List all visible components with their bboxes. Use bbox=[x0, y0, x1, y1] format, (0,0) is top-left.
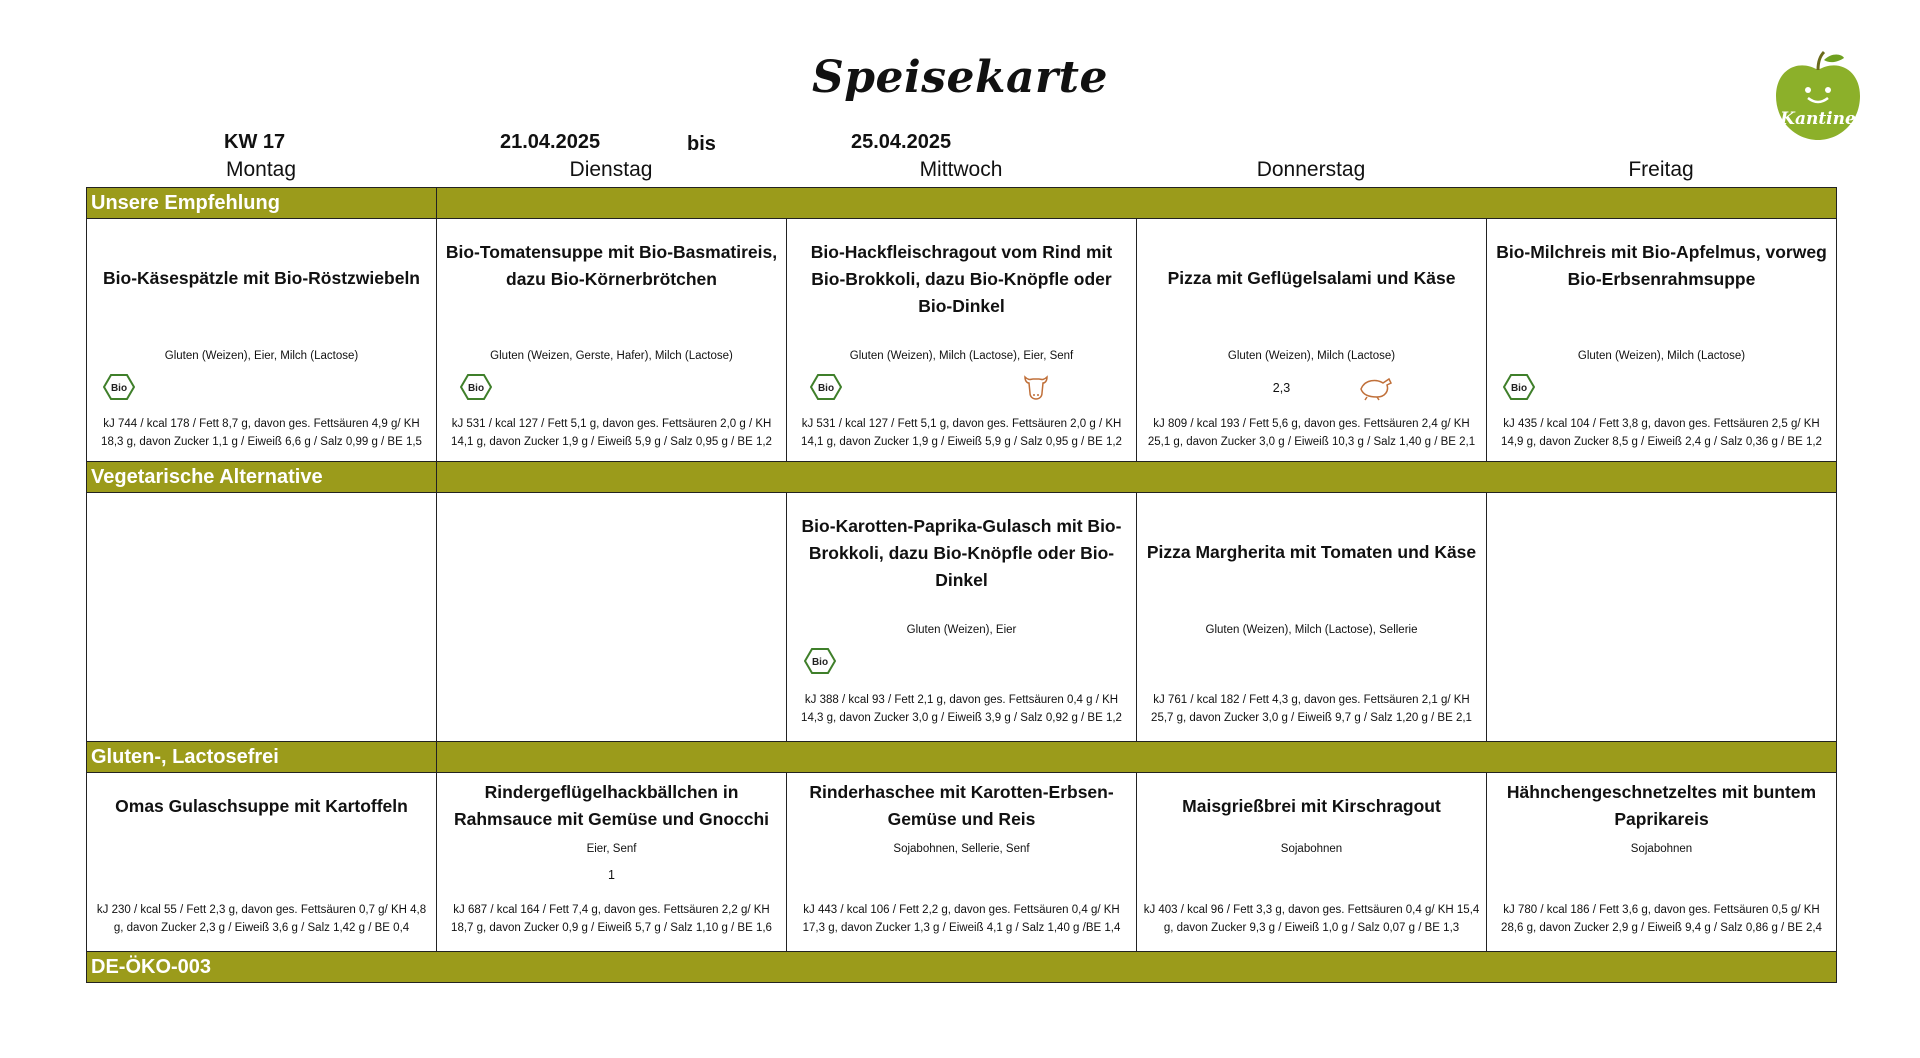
section-bar-empfehlung bbox=[87, 188, 1837, 219]
table-row bbox=[87, 493, 1837, 742]
section-label: Gluten-, Lactosefrei bbox=[87, 742, 437, 773]
dish-name: Pizza mit Geflügelsalami und Käse bbox=[1167, 268, 1456, 288]
bio-seal-icon bbox=[810, 373, 842, 401]
nutrition-info: kJ 388 / kcal 93 / Fett 2,1 g, davon ges. Fettsäuren 0,4 g / KH 14,3 g, davon Zucker 3,0 g / Eiweiß 3,9 g / Salz 0,92 g / BE 1,2 bbox=[801, 694, 1122, 724]
section-bar-vegetarisch bbox=[87, 462, 1837, 493]
beef-icon bbox=[1021, 371, 1051, 401]
allergens: Gluten (Weizen), Eier bbox=[906, 624, 1017, 636]
menu-cell-donnerstag bbox=[1137, 219, 1487, 462]
allergens: Gluten (Weizen), Milch (Lactose) bbox=[1227, 350, 1396, 362]
nutrition-info: kJ 780 / kcal 186 / Fett 3,6 g, davon ges. Fettsäuren 0,5 g/ KH 28,6 g, davon Zucker 2,9 g / Eiweiß 9,4 g / Salz 0,86 g / BE 2,4 bbox=[1501, 904, 1822, 934]
section-label: Unsere Empfehlung bbox=[87, 188, 437, 219]
menu-cell-dienstag bbox=[437, 219, 787, 462]
day-header-dienstag: Dienstag bbox=[569, 158, 653, 181]
date-from: 21.04.2025 bbox=[500, 131, 601, 153]
allergens: Sojabohnen bbox=[1630, 843, 1693, 855]
poultry-icon bbox=[1357, 373, 1397, 401]
allergens: Gluten (Weizen), Milch (Lactose), Sellerie bbox=[1205, 624, 1418, 636]
allergens: Sojabohnen, Sellerie, Senf bbox=[893, 843, 1030, 855]
menu-table bbox=[86, 187, 1837, 983]
bio-seal-text: Bio bbox=[467, 383, 485, 394]
dish-name: Rinderhaschee mit Karotten-Erbsen-Gemüse und Reis bbox=[809, 782, 1114, 829]
nutrition-info: kJ 687 / kcal 164 / Fett 7,4 g, davon ges. Fettsäuren 2,2 g/ KH 18,7 g, davon Zucker 0,9 g / Eiweiß 5,7 g / Salz 1,10 g / BE 1,6 bbox=[451, 904, 772, 934]
footer-bar bbox=[87, 952, 1837, 983]
nutrition-info: kJ 403 / kcal 96 / Fett 3,3 g, davon ges. Fettsäuren 0,4 g/ KH 15,4 g, davon Zucker 9,3 g / Eiweiß 1,0 g / Salz 0,07 g / BE 1,3 bbox=[1143, 904, 1480, 934]
menu-cell-freitag bbox=[1487, 219, 1837, 462]
table-row bbox=[87, 219, 1837, 462]
bio-seal-text: Bio bbox=[811, 657, 829, 668]
section-label: Vegetarische Alternative bbox=[87, 462, 437, 493]
menu-cell-mittwoch bbox=[787, 773, 1137, 952]
logo-text: Kantine bbox=[1780, 109, 1856, 129]
nutrition-info: kJ 761 / kcal 182 / Fett 4,3 g, davon ges. Fettsäuren 2,1 g/ KH 25,7 g, davon Zucker 3,0 g / Eiweiß 9,7 g / Salz 1,20 g / BE 2,1 bbox=[1151, 694, 1472, 724]
allergens: Gluten (Weizen), Milch (Lactose), Eier, Senf bbox=[849, 350, 1074, 362]
menu-cell-mittwoch bbox=[787, 493, 1137, 742]
allergens: Sojabohnen bbox=[1280, 843, 1343, 855]
day-header-montag: Montag bbox=[225, 158, 297, 181]
nutrition-info: kJ 443 / kcal 106 / Fett 2,2 g, davon ges. Fettsäuren 0,4 g/ KH 17,3 g, davon Zucker 1,3 g / Eiweiß 4,1 g / Salz 1,40 g /BE 1,4 bbox=[802, 904, 1121, 934]
dish-name: Bio-Tomatensuppe mit Bio-Basmatireis, dazu Bio-Körnerbrötchen bbox=[445, 242, 778, 289]
dish-name: Bio-Karotten-Paprika-Gulasch mit Bio-Brokkoli, dazu Bio-Knöpfle oder Bio-Dinkel bbox=[801, 516, 1122, 590]
organic-certification-code: DE-ÖKO-003 bbox=[87, 952, 1837, 983]
menu-cell-dienstag bbox=[437, 773, 787, 952]
nutrition-info: kJ 531 / kcal 127 / Fett 5,1 g, davon ges. Fettsäuren 2,0 g / KH 14,1 g, davon Zucker 1,9 g / Eiweiß 5,9 g / Salz 0,95 g / BE 1,2 bbox=[801, 418, 1122, 448]
dish-name: Bio-Milchreis mit Bio-Apfelmus, vorweg Bio-Erbsenrahmsuppe bbox=[1496, 242, 1827, 289]
menu-cell-montag bbox=[87, 219, 437, 462]
menu-cell-dienstag-empty bbox=[437, 493, 787, 742]
week-label bbox=[224, 131, 285, 154]
additives-number: 2,3 bbox=[1272, 381, 1291, 395]
section-bar-glutenfrei bbox=[87, 742, 1837, 773]
table-row bbox=[87, 773, 1837, 952]
kw-label: KW bbox=[224, 131, 258, 153]
allergens: Gluten (Weizen), Eier, Milch (Lactose) bbox=[164, 350, 359, 362]
bio-seal-icon bbox=[103, 373, 135, 401]
dish-name: Omas Gulaschsuppe mit Kartoffeln bbox=[115, 796, 408, 816]
nutrition-info: kJ 744 / kcal 178 / Fett 8,7 g, davon ges. Fettsäuren 4,9 g/ KH 18,3 g, davon Zucker 1,1 g / Eiweiß 6,6 g / Salz 0,99 g / BE 1,5 bbox=[101, 418, 422, 448]
kantine-logo-icon bbox=[1768, 48, 1868, 148]
nutrition-info: kJ 230 / kcal 55 / Fett 2,3 g, davon ges. Fettsäuren 0,7 g/ KH 4,8 g, davon Zucker 2,3 g / Eiweiß 3,6 g / Salz 1,42 g / BE 0,4 bbox=[96, 904, 427, 934]
allergens: Eier, Senf bbox=[586, 843, 637, 855]
menu-cell-freitag-empty bbox=[1487, 493, 1837, 742]
date-to: 25.04.2025 bbox=[851, 131, 952, 153]
nutrition-info: kJ 531 / kcal 127 / Fett 5,1 g, davon ges. Fettsäuren 2,0 g / KH 14,1 g, davon Zucker 1,9 g / Eiweiß 5,9 g / Salz 0,95 g / BE 1,2 bbox=[451, 418, 772, 448]
menu-cell-donnerstag bbox=[1137, 493, 1487, 742]
dish-name: Rindergeflügelhackbällchen in Rahmsauce mit Gemüse und Gnocchi bbox=[453, 782, 770, 829]
date-bis: bis bbox=[687, 133, 716, 155]
menu-cell-montag-empty bbox=[87, 493, 437, 742]
bio-seal-icon bbox=[460, 373, 492, 401]
dish-name: Bio-Käsespätzle mit Bio-Röstzwiebeln bbox=[103, 268, 420, 288]
nutrition-info: kJ 435 / kcal 104 / Fett 3,8 g, davon ges. Fettsäuren 2,5 g/ KH 14,9 g, davon Zucker 8,5 g / Eiweiß 2,4 g / Salz 0,36 g / BE 1,2 bbox=[1501, 418, 1822, 448]
bio-seal-icon bbox=[804, 647, 836, 675]
page-title: Speisekarte bbox=[811, 52, 1108, 103]
dish-name: Maisgrießbrei mit Kirschragout bbox=[1182, 796, 1441, 816]
kw-number: 17 bbox=[262, 131, 286, 153]
menu-cell-montag bbox=[87, 773, 437, 952]
day-header-donnerstag: Donnerstag bbox=[1256, 158, 1366, 181]
allergens: Gluten (Weizen), Milch (Lactose) bbox=[1577, 350, 1746, 362]
bio-seal-text: Bio bbox=[1510, 383, 1528, 394]
menu-cell-freitag bbox=[1487, 773, 1837, 952]
menu-cell-donnerstag bbox=[1137, 773, 1487, 952]
dish-name: Hähnchengeschnetzeltes mit buntem Paprikareis bbox=[1506, 782, 1817, 829]
bio-seal-icon bbox=[1503, 373, 1535, 401]
additives-number: 1 bbox=[608, 868, 615, 882]
allergens: Gluten (Weizen, Gerste, Hafer), Milch (Lactose) bbox=[490, 350, 733, 362]
day-header-freitag: Freitag bbox=[1628, 158, 1694, 181]
dish-name: Bio-Hackfleischragout vom Rind mit Bio-Brokkoli, dazu Bio-Knöpfle oder Bio-Dinkel bbox=[810, 242, 1113, 316]
bio-seal-text: Bio bbox=[110, 383, 128, 394]
day-header-mittwoch: Mittwoch bbox=[919, 158, 1003, 181]
bio-seal-text: Bio bbox=[817, 383, 835, 394]
menu-cell-mittwoch bbox=[787, 219, 1137, 462]
dish-name: Pizza Margherita mit Tomaten und Käse bbox=[1146, 542, 1477, 562]
nutrition-info: kJ 809 / kcal 193 / Fett 5,6 g, davon ges. Fettsäuren 2,4 g/ KH 25,1 g, davon Zucker 3,0 g / Eiweiß 10,3 g / Salz 1,40 g / BE 2,1 bbox=[1147, 418, 1476, 448]
